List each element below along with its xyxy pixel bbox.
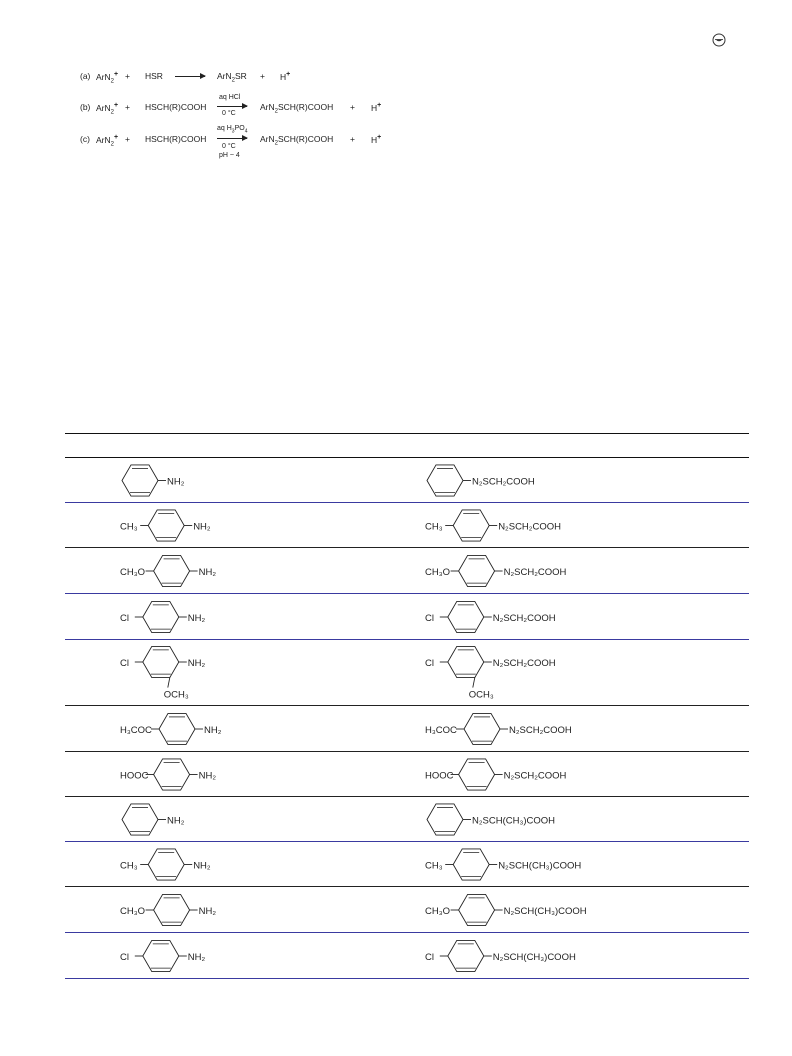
- reaction-c-condition-above: aq $H_3PO_4$: [217, 125, 248, 135]
- right-substituent-label: CH₃O: [425, 567, 450, 578]
- left-substituent-label: HOOC: [120, 770, 149, 782]
- right-benzene-ring: [427, 465, 463, 496]
- table-row: [65, 458, 749, 503]
- right-benzene-ring: [427, 804, 463, 835]
- left-structure: [120, 713, 222, 744]
- reaction-c-proton: H+: [371, 134, 382, 145]
- right-substituent-label: Cl: [425, 658, 434, 669]
- left-functional-group-label: NH₂: [167, 815, 185, 827]
- reaction-c-plus1: +: [125, 134, 130, 144]
- row-structures: [65, 887, 749, 933]
- right-structure: [425, 849, 581, 880]
- right-benzene-ring: [464, 713, 500, 744]
- reaction-a-product: ArN$_2$SR: [217, 71, 247, 84]
- left-functional-group-label: NH₂: [198, 770, 217, 782]
- right-substituent-label: HOOC: [425, 770, 454, 782]
- left-benzene-ring: [154, 555, 190, 586]
- left-functional-group-label: NH₂: [193, 521, 211, 533]
- left-benzene-ring: [122, 804, 158, 835]
- right-benzene-ring: [448, 646, 484, 677]
- right-structure: [425, 601, 556, 632]
- left-structure: [120, 510, 211, 541]
- left-benzene-ring: [159, 713, 195, 744]
- left-substituent-label: CH₃: [120, 860, 138, 872]
- right-functional-group-label: N₂SCH(CH₃)COOH: [503, 906, 587, 917]
- left-functional-group-label: NH₂: [198, 906, 217, 917]
- right-benzene-ring: [459, 555, 495, 586]
- row-structures: [65, 842, 749, 887]
- reaction-a-plus1: +: [125, 71, 130, 81]
- left-substituent-label: H₃COC: [120, 725, 152, 736]
- right-benzene-ring: [453, 849, 489, 880]
- right-benzene-ring: [448, 601, 484, 632]
- reaction-b-reactant2: HSCH(R)COOH: [145, 102, 207, 112]
- left-benzene-ring: [122, 465, 158, 496]
- reaction-a-label: (a): [80, 71, 91, 81]
- left-ortho-label: OCH₃: [163, 689, 189, 701]
- left-structure: [120, 894, 216, 925]
- left-substituent-label: Cl: [120, 952, 129, 963]
- right-functional-group-label: N₂SCH₂COOH: [509, 725, 572, 736]
- reaction-a-plus2: +: [260, 71, 265, 81]
- right-structure: [425, 555, 567, 586]
- right-functional-group-label: N₂SCH₂COOH: [472, 476, 535, 488]
- reaction-b-reactant1: ArN$_2$+: [96, 102, 119, 116]
- reaction-scheme: [0, 0, 792, 180]
- reaction-b-arrow: [217, 106, 247, 107]
- left-structure: [122, 804, 185, 835]
- table-row: [65, 640, 749, 706]
- right-substituent-label: CH₃: [425, 521, 443, 533]
- left-functional-group-label: NH₂: [187, 952, 206, 963]
- row-structures: [65, 458, 749, 503]
- row-divider: [65, 978, 749, 979]
- left-benzene-ring: [154, 894, 190, 925]
- left-substituent-label: Cl: [120, 613, 129, 624]
- reaction-b-proton: H+: [371, 102, 382, 113]
- right-substituent-label: H₃COC: [425, 725, 457, 736]
- reaction-a-proton: H+: [280, 71, 291, 82]
- left-functional-group-label: NH₂: [198, 567, 217, 578]
- left-benzene-ring: [143, 646, 179, 677]
- left-functional-group-label: NH₂: [193, 860, 211, 872]
- right-structure: [427, 804, 555, 835]
- right-functional-group-label: N₂SCH(CH₃)COOH: [492, 952, 576, 963]
- right-structure: [425, 894, 587, 925]
- reaction-a-arrow: [175, 76, 205, 77]
- right-benzene-ring: [453, 510, 489, 541]
- row-structures: [65, 503, 749, 548]
- right-functional-group-label: N₂SCH(CH₃)COOH: [498, 860, 582, 872]
- right-functional-group-label: N₂SCH₂COOH: [492, 613, 556, 624]
- reaction-b-condition-above: aq HCl: [219, 94, 241, 101]
- reaction-c-label: (c): [80, 134, 90, 144]
- reaction-b-plus2: +: [350, 102, 355, 112]
- left-structure: [120, 646, 206, 700]
- reaction-c-condition-ph: pH ~ 4: [219, 152, 240, 159]
- row-structures: [65, 752, 749, 797]
- left-benzene-ring: [154, 759, 190, 790]
- reaction-a-reactant2: HSR: [145, 71, 163, 81]
- right-substituent-label: Cl: [425, 952, 434, 963]
- row-structures: [65, 706, 749, 752]
- left-structure: [120, 759, 216, 790]
- left-substituent-label: Cl: [120, 658, 129, 669]
- right-substituent-label: CH₃: [425, 860, 443, 872]
- right-ortho-bond: [473, 678, 475, 688]
- right-benzene-ring: [459, 894, 495, 925]
- right-substituent-label: CH₃O: [425, 906, 450, 917]
- left-benzene-ring: [148, 849, 184, 880]
- table-row: [65, 594, 749, 640]
- reaction-c-arrow: [217, 138, 247, 139]
- left-structure: [122, 465, 185, 496]
- left-functional-group-label: NH₂: [204, 725, 222, 736]
- row-structures: [65, 797, 749, 842]
- left-benzene-ring: [143, 940, 179, 971]
- reaction-c-reactant2: HSCH(R)COOH: [145, 134, 207, 144]
- right-functional-group-label: N₂SCH₂COOH: [503, 770, 567, 782]
- right-structure: [425, 713, 572, 744]
- table-row: [65, 887, 749, 933]
- table-row: [65, 548, 749, 594]
- right-functional-group-label: N₂SCH₂COOH: [492, 658, 556, 669]
- left-functional-group-label: NH₂: [187, 658, 206, 669]
- table-row: [65, 797, 749, 842]
- left-structure: [120, 940, 206, 971]
- reaction-b-condition-below: 0 °C: [222, 110, 236, 117]
- reaction-b-label: (b): [80, 102, 91, 112]
- right-functional-group-label: N₂SCH₂COOH: [503, 567, 567, 578]
- table-top-rule: [65, 433, 749, 434]
- table-row: [65, 933, 749, 979]
- reaction-b-plus1: +: [125, 102, 130, 112]
- table-row: [65, 706, 749, 752]
- left-benzene-ring: [148, 510, 184, 541]
- row-structures: [65, 640, 749, 706]
- reaction-c-reactant1: ArN$_2$+: [96, 134, 119, 148]
- table-row: [65, 503, 749, 548]
- right-structure: [425, 759, 567, 790]
- left-ortho-bond: [168, 678, 170, 688]
- table-row: [65, 752, 749, 797]
- right-benzene-ring: [459, 759, 495, 790]
- right-ortho-label: OCH₃: [468, 689, 494, 701]
- reaction-c-condition-below: 0 °C: [222, 143, 236, 150]
- right-functional-group-label: N₂SCH₂COOH: [498, 521, 561, 533]
- reaction-b-product: ArN$_2$SCH(R)COOH: [260, 102, 334, 115]
- left-structure: [120, 849, 211, 880]
- left-substituent-label: CH₃: [120, 521, 138, 533]
- reaction-c-product: ArN$_2$SCH(R)COOH: [260, 134, 334, 147]
- left-substituent-label: CH₃O: [120, 906, 145, 917]
- right-functional-group-label: N₂SCH(CH₃)COOH: [472, 815, 556, 827]
- left-functional-group-label: NH₂: [167, 476, 185, 488]
- row-structures: [65, 594, 749, 640]
- right-structure: [425, 510, 561, 541]
- left-structure: [120, 601, 206, 632]
- left-structure: [120, 555, 216, 586]
- right-structure: [427, 465, 535, 496]
- reaction-a-reactant1: ArN$_2$+: [96, 71, 119, 85]
- reaction-c-plus2: +: [350, 134, 355, 144]
- right-benzene-ring: [448, 940, 484, 971]
- left-benzene-ring: [143, 601, 179, 632]
- left-substituent-label: CH₃O: [120, 567, 145, 578]
- row-structures: [65, 548, 749, 594]
- right-structure: [425, 940, 576, 971]
- row-structures: [65, 933, 749, 979]
- table-row: [65, 842, 749, 887]
- left-functional-group-label: NH₂: [187, 613, 206, 624]
- right-structure: [425, 646, 556, 700]
- right-substituent-label: Cl: [425, 613, 434, 624]
